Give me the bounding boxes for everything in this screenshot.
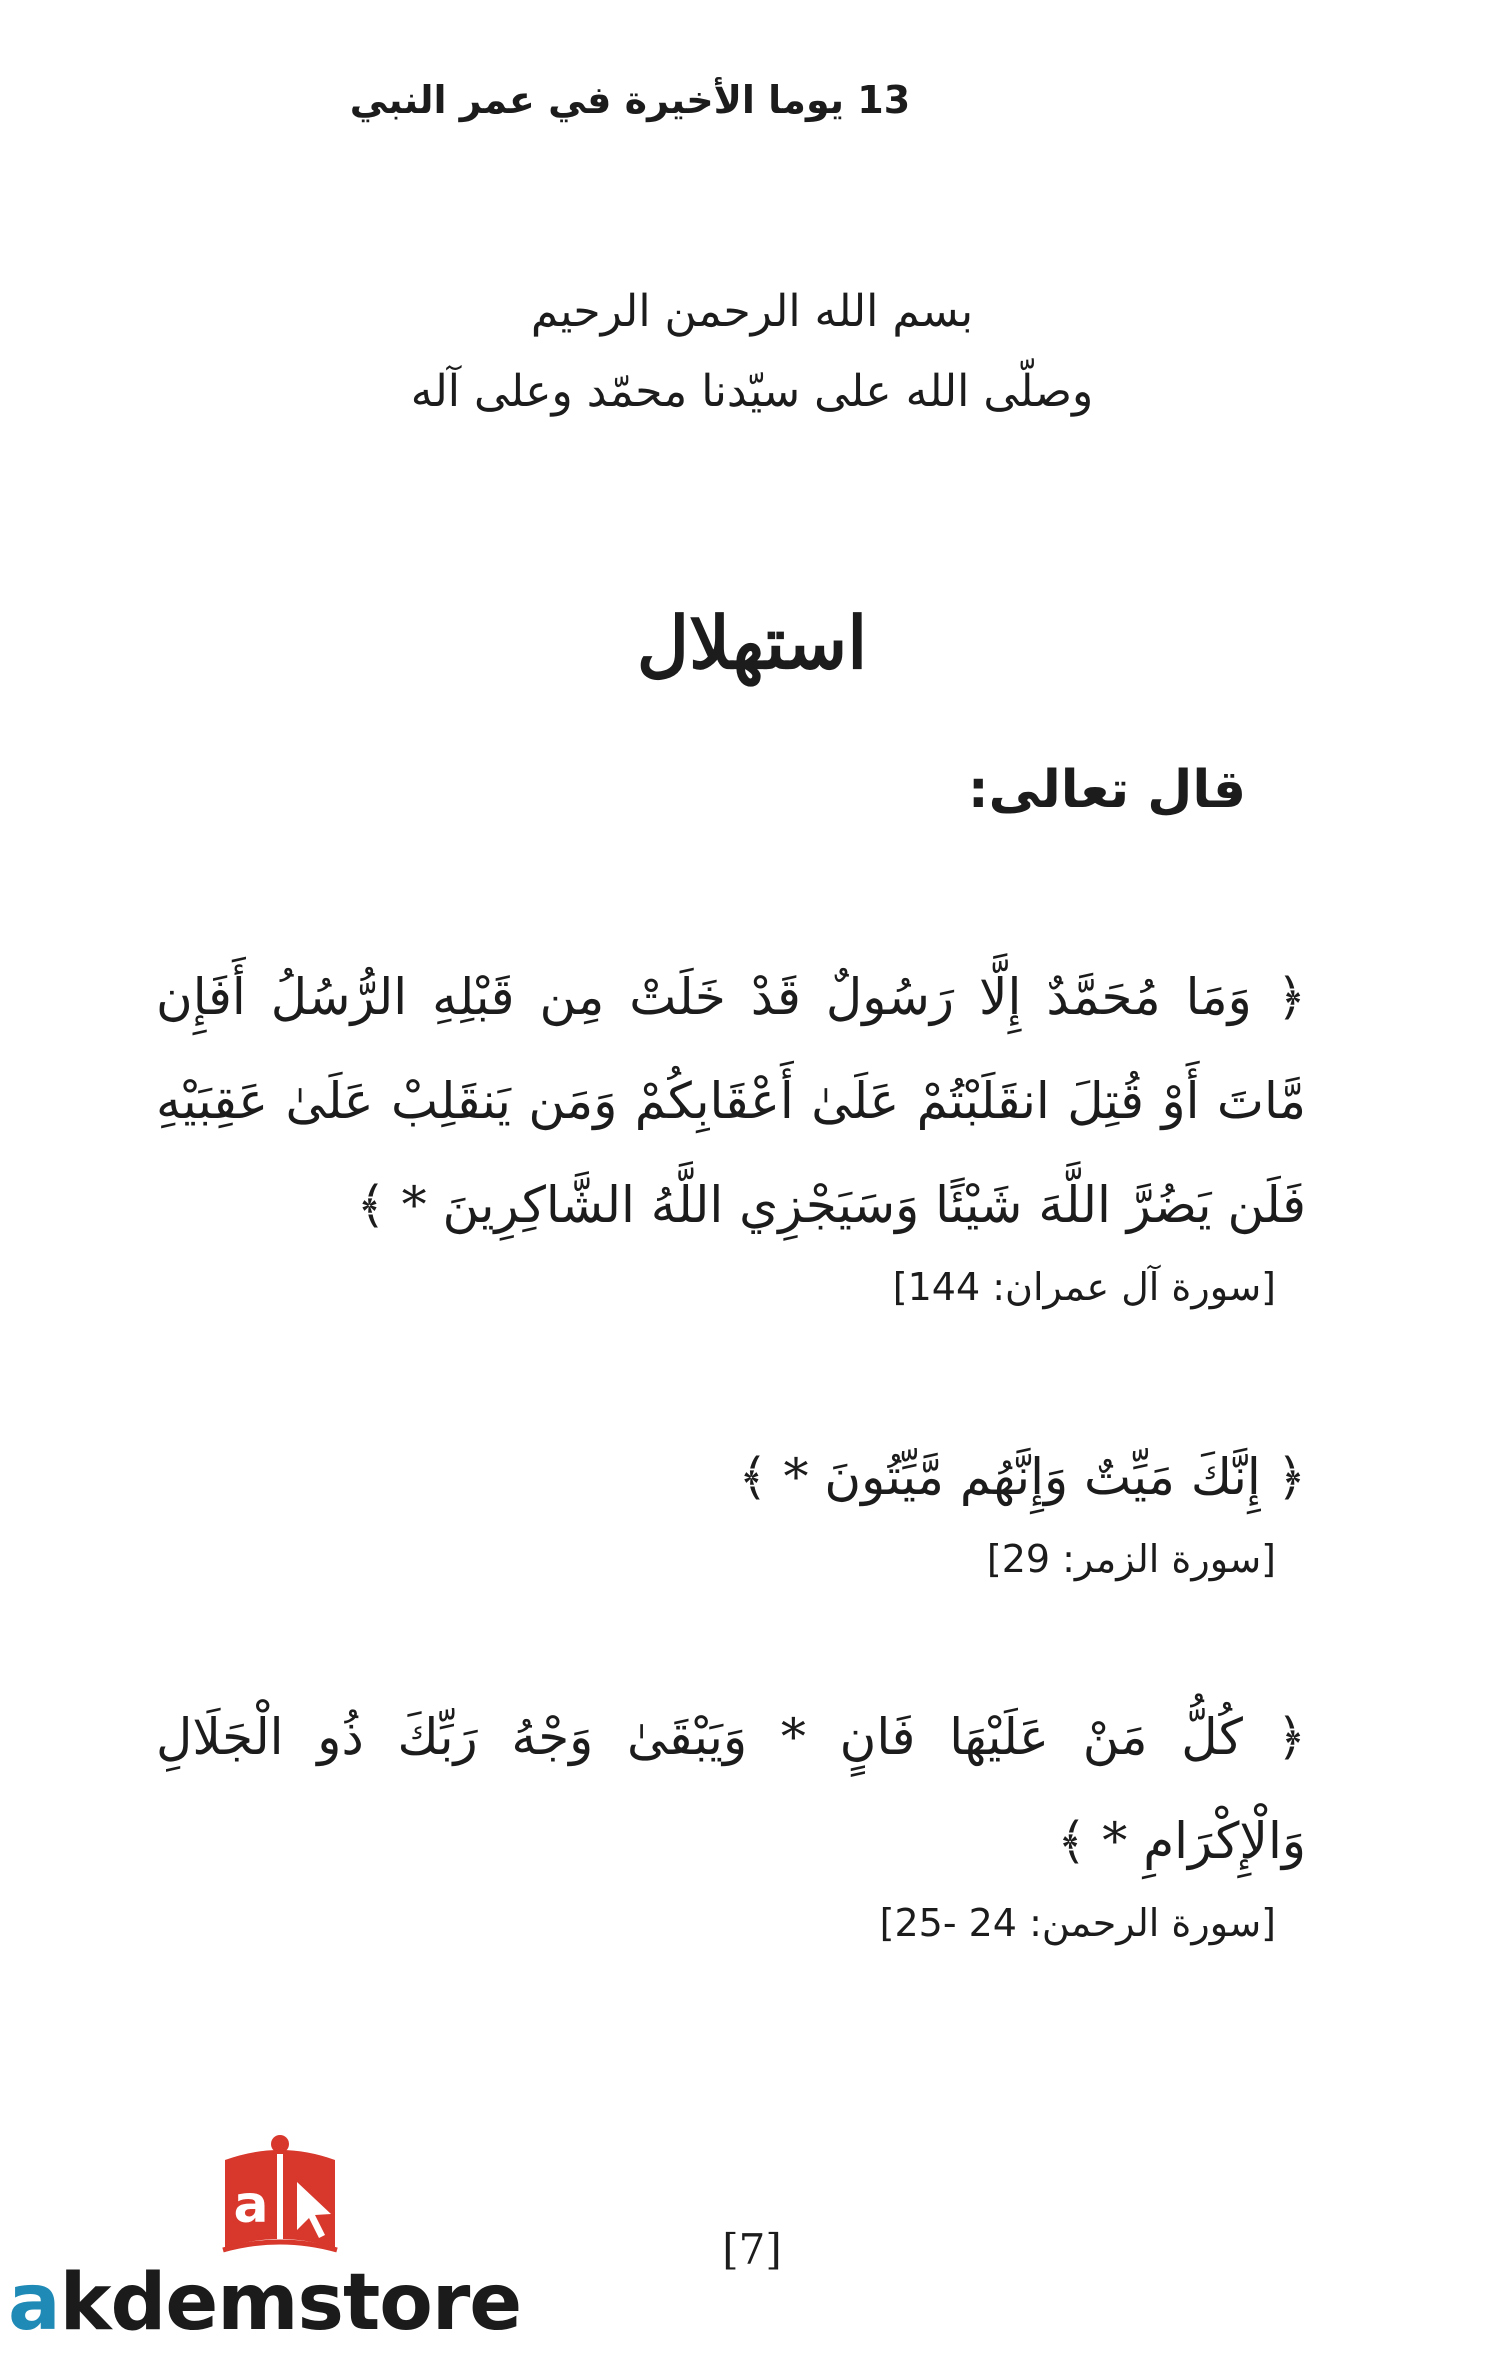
basmala: بسم الله الرحمن الرحيم bbox=[530, 286, 974, 337]
salawat: وصلّى الله على سيّدنا محمّد وعلى آله bbox=[410, 366, 1094, 417]
verse-text: ﴿ كُلُّ مَنْ عَلَيْهَا فَانٍ * وَيَبْقَىٰ وَجْهُ رَبِّكَ ذُو الْجَلَالِ وَالْإِكْرَامِ * ﴾ bbox=[156, 1708, 1306, 1870]
running-header: 13 يوما الأخيرة في عمر النبي bbox=[349, 78, 911, 122]
opening-invocation bbox=[0, 272, 1504, 432]
verse-block bbox=[156, 1685, 1306, 1953]
intro-phrase: قال تعالى: bbox=[967, 760, 1246, 820]
verse-block bbox=[156, 1425, 1306, 1589]
book-cart-icon bbox=[205, 2130, 355, 2260]
verse-block bbox=[156, 945, 1306, 1317]
page-number: [7] bbox=[722, 2225, 782, 2274]
section-title: استهلال bbox=[636, 600, 868, 685]
verse-citation: [سورة آل عمران: 144] bbox=[892, 1265, 1276, 1309]
akdemstore-wordmark: akdemstore bbox=[8, 2258, 522, 2348]
akdemstore-logo bbox=[0, 2130, 560, 2359]
svg-text:a: a bbox=[233, 2175, 269, 2235]
verse-citation: [سورة الزمر: 29] bbox=[986, 1537, 1276, 1581]
verse-text: ﴿ وَمَا مُحَمَّدٌ إِلَّا رَسُولٌ قَدْ خَلَتْ مِن قَبْلِهِ الرُّسُلُ أَفَإِن مَّاتَ أَوْ قُتِلَ انقَلَبْتُمْ عَلَىٰ أَعْقَابِكُمْ وَمَن يَنقَلِبْ عَلَىٰ عَقِبَيْهِ فَلَن يَضُرَّ اللَّهَ شَيْئًا وَسَيَجْزِي اللَّهُ الشَّاكِرِينَ * ﴾ bbox=[156, 968, 1306, 1234]
verse-citation: [سورة الرحمن: 24 -25] bbox=[879, 1901, 1276, 1945]
verse-text: ﴿ إِنَّكَ مَيِّتٌ وَإِنَّهُم مَّيِّتُونَ * ﴾ bbox=[738, 1448, 1306, 1506]
